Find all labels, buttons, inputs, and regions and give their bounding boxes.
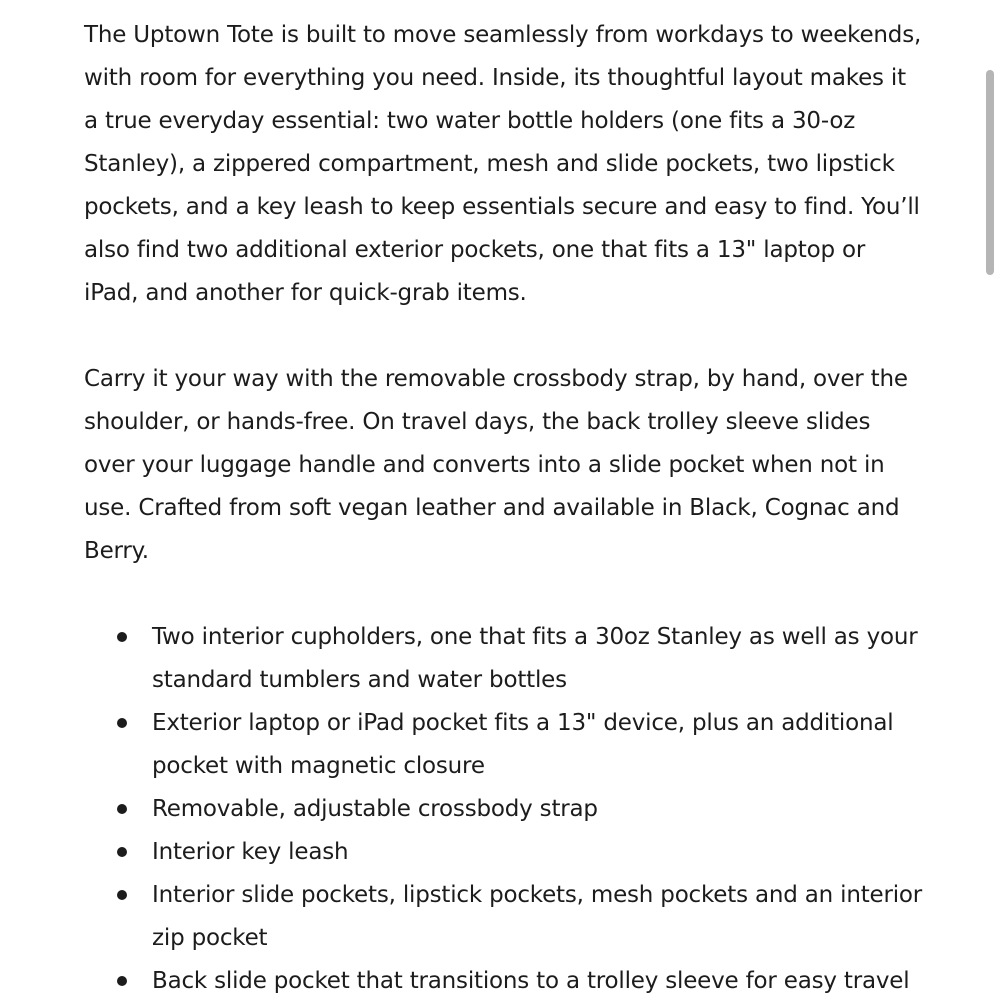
bullet-icon — [117, 718, 127, 728]
product-description — [84, 14, 924, 1000]
list-item — [84, 616, 924, 702]
bullet-icon — [117, 847, 127, 857]
bullet-icon — [117, 890, 127, 900]
scrollbar[interactable] — [986, 70, 994, 280]
scrollbar-thumb[interactable] — [986, 70, 994, 275]
bullet-icon — [117, 976, 127, 986]
description-paragraph-2: Carry it your way with the removable crossbody strap, by hand, over the shoulder, or hands-free. On travel days, the back trolley sleeve slides over your luggage handle and converts into a slide pocket when not in use. Crafted from soft vegan leather and available in Black, Cognac and Berry. — [84, 366, 908, 564]
description-paragraph-1: The Uptown Tote is built to move seamlessly from workdays to weekends, with room for everything you need. Inside, its thoughtful layout makes it a true everyday essential: two water bottle holders (one fits a 30-oz Stanley), a zippered compartment, mesh and slide pockets, two lipstick pockets, and a key leash to keep essentials secure and easy to find. You’ll also find two additional exterior pockets, one that fits a 13" laptop or iPad, and another for quick-grab items. — [84, 22, 922, 306]
list-item — [84, 874, 924, 960]
feature-text: Exterior laptop or iPad pocket fits a 13" device, plus an additional pocket with magnetic closure — [152, 710, 894, 779]
list-item — [84, 831, 924, 874]
bullet-icon — [117, 632, 127, 642]
paragraph-spacer — [84, 315, 924, 358]
list-item — [84, 702, 924, 788]
features-list — [84, 616, 924, 1000]
feature-text: Two interior cupholders, one that fits a 30oz Stanley as well as your standard tumblers and water bottles — [152, 624, 918, 693]
feature-text: Interior key leash — [152, 839, 349, 865]
feature-text: Back slide pocket that transitions to a trolley sleeve for easy travel — [152, 968, 910, 994]
list-item — [84, 788, 924, 831]
list-item — [84, 960, 924, 1000]
feature-text: Interior slide pockets, lipstick pockets, mesh pockets and an interior zip pocket — [152, 882, 923, 951]
feature-text: Removable, adjustable crossbody strap — [152, 796, 598, 822]
bullet-icon — [117, 804, 127, 814]
